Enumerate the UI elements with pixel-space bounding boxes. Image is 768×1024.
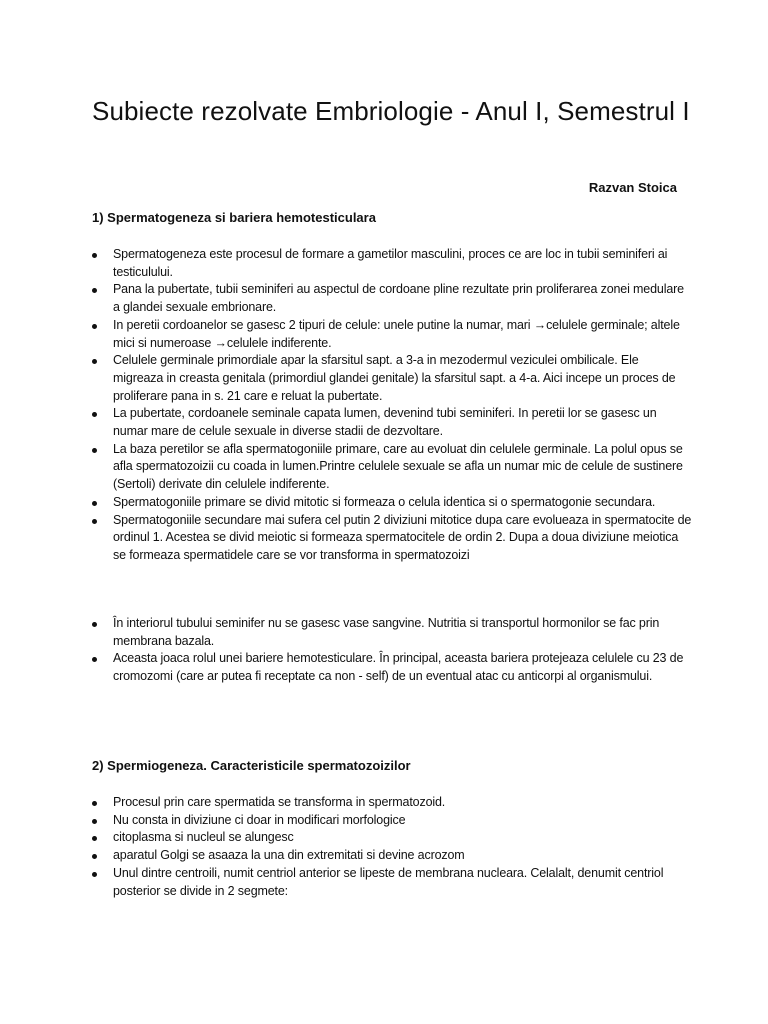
list-item-text: Celulele germinale primordiale apar la sfarsitul sapt. a 3-a in mezodermul veziculei ombilicale. Ele migreaza in creasta genitala (primordiul glandei genitale) la sfarsitul sapt. a 4-a. Aici incepe un proces de proliferare pana in s. 21 care e reluat la pubertate. <box>113 353 676 403</box>
list-item <box>92 794 692 812</box>
list-item-text: Procesul prin care spermatida se transforma in spermatozoid. <box>113 795 446 809</box>
list-item-text: In peretii cordoanelor se gasesc 2 tipuri de celule: unele putine la numar, mari →celulele germinale; altele mici si numeroase →celulele indiferente. <box>113 317 680 350</box>
list-item-text: aparatul Golgi se asaaza la una din extremitati si devine acrozom <box>113 848 465 863</box>
list-item-text: Spermatogoniile primare se divid mitotic si formeaza o celula identica si o spermatogonie secundara. <box>113 494 656 509</box>
list-item-text: Nu consta in diviziune ci doar in modificari morfologice <box>113 812 406 827</box>
list-item <box>92 650 692 685</box>
bullet-icon <box>92 801 97 806</box>
bullet-icon <box>92 519 97 524</box>
bullet-icon <box>92 412 97 417</box>
list-item <box>92 317 692 352</box>
section-1-heading: 1) Spermatogeneza si bariera hemotesticulara <box>92 210 376 225</box>
bullet-icon <box>92 288 97 293</box>
list-item <box>92 352 692 405</box>
list-item <box>92 441 692 494</box>
section-1-bullet-list <box>92 246 692 565</box>
bullet-icon <box>92 657 97 662</box>
list-item-text: La pubertate, cordoanele seminale capata lumen, devenind tubi seminiferi. In peretii lor se gasesc un numar mare de celule sexuale in diverse stadii de dezvoltare. <box>113 406 657 439</box>
list-item <box>92 281 692 316</box>
list-item <box>92 615 692 650</box>
author-name: Razvan Stoica <box>588 180 677 195</box>
list-item-text: Pana la pubertate, tubii seminiferi au aspectul de cordoane pline rezultate prin proliferarea zonei medulare a glandei sexuale embrionare. <box>113 282 684 315</box>
list-item <box>92 246 692 281</box>
list-item <box>92 405 692 440</box>
list-item-text: În interiorul tubului seminifer nu se gasesc vase sangvine. Nutritia si transportul hormonilor se fac prin membrana bazala. <box>113 616 660 648</box>
document-title: Subiecte rezolvate Embriologie - Anul I, Semestrul I <box>92 96 690 126</box>
list-item <box>92 829 692 847</box>
list-item <box>92 847 692 865</box>
list-item-text: Aceasta joaca rolul unei bariere hemotesticulare. În principal, aceasta bariera protejeaza celulele cu 23 de cromozomi (care ar putea fi receptate ca non - self) de un eventual atac cu anticorpi al organismului. <box>113 651 684 684</box>
bullet-icon <box>92 836 97 841</box>
bullet-icon <box>92 448 97 453</box>
bullet-icon <box>92 819 97 824</box>
bullet-icon <box>92 854 97 859</box>
bullet-icon <box>92 622 97 627</box>
list-item <box>92 494 692 512</box>
section-2-bullet-list <box>92 794 692 900</box>
bullet-icon <box>92 872 97 877</box>
bullet-icon <box>92 359 97 364</box>
list-item-text: Unul dintre centroili, numit centriol anterior se lipeste de membrana nucleara. Celalalt, denumit centriol posterior se divide in 2 segmete: <box>113 865 664 898</box>
list-item-text: La baza peretilor se afla spermatogoniile primare, care au evoluat din celulele germinale. La polul opus se afla spermatozoizii cu coada in lumen.Printre celulele sexuale se afla un numar mic de celule de sustinere (Sertoli) derivate din celulele indiferente. <box>113 441 683 492</box>
list-item-text: citoplasma si nucleul se alungesc <box>113 830 294 845</box>
list-item <box>92 812 692 830</box>
section-1-bullet-list-continued <box>92 615 692 686</box>
section-2-heading: 2) Spermiogeneza. Caracteristicile spermatozoizilor <box>92 758 411 773</box>
bullet-icon <box>92 501 97 506</box>
bullet-icon <box>92 324 97 329</box>
bullet-icon <box>92 253 97 258</box>
list-item-text: Spermatogeneza este procesul de formare a gametilor masculini, proces ce are loc in tubii seminiferi ai testiculului. <box>113 247 668 279</box>
list-item-text: Spermatogoniile secundare mai sufera cel putin 2 diviziuni mitotice dupa care evolueaza in spermatocite de ordinul 1. Acestea se divid meiotic si formeaza spermatocitele de ordin 2. Dupa a doua diviziune meiotica se formeaza spermatidele care se vor transforma in spermatozoizi <box>113 512 692 562</box>
list-item <box>92 512 692 565</box>
list-item <box>92 865 692 900</box>
